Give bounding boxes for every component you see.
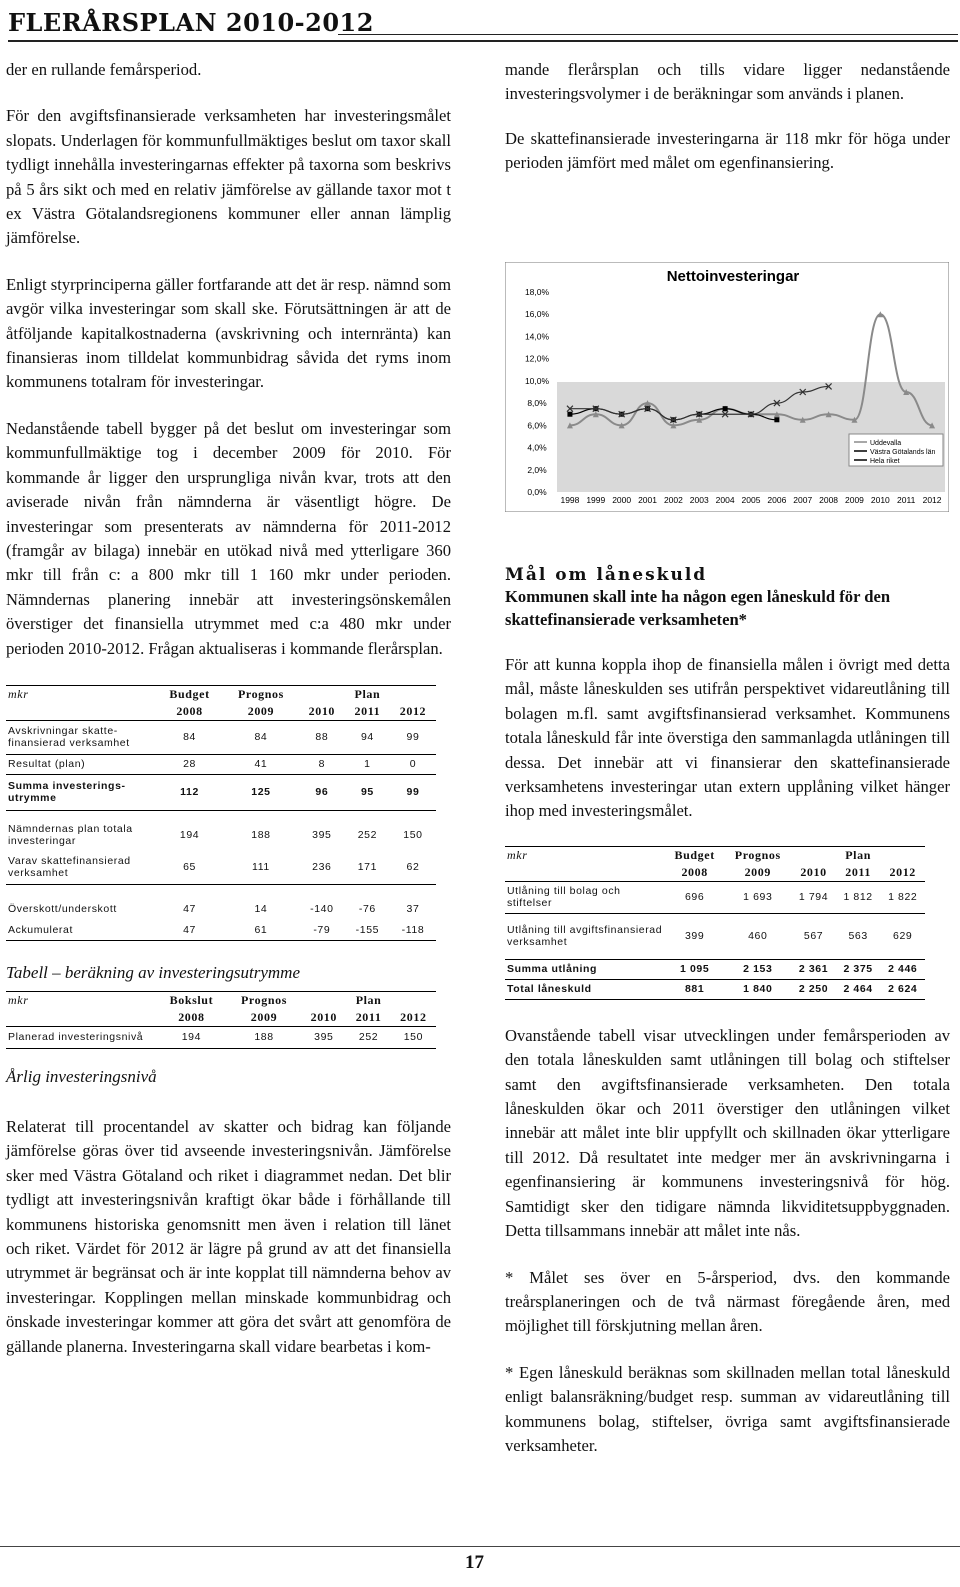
- year-header: 2011: [345, 703, 390, 721]
- column-header-budget: Budget: [156, 685, 223, 703]
- chart-legend: [849, 434, 943, 466]
- loan-debt-table: mkr Budget Prognos Plan 2008 2009 2010 2011 2012 Utlåning till bolag och stiftelser 696 1 693 1 794 1 812 1 822 Utlåning till avgiftsfinansierad verksamhet 399 460 567 563 629 Summa utlåning 1 095 2 153 2 361 2 375 2 446 Total låneskuld 881 1 840 2 250 2 464 2 624: [505, 846, 925, 1000]
- data-point: [774, 417, 779, 422]
- x-tick-label: 2002: [663, 495, 683, 505]
- x-tick-label: 1998: [560, 495, 580, 505]
- right-column: [505, 58, 950, 176]
- paragraph: Relaterat till procentandel av skatter och bidrag kan följande jämförelse göras över tid avseende investeringsnivån. Jämförelse sker med Västra Götaland och riket i diagrammet nedan. Det blir tydligt att investeringsnivån kraftigt ökar både i förhållande till kommunens historiska genomsnitt men även i relation till länet och riket. Värdet för 2012 är lägre på grund av att det finansiella utrymmet är begränsat och är inte kopplat till nämnderna behov av investeringar. Kopplingen mellan minskade kommunbidrag och önskade investeringar kommer att göra det svårt att genomföra de gällande planerna. Investeringarna skall vidare bearbetas i kom-: [6, 1116, 451, 1356]
- section-heading: Mål om låneskuld: [505, 565, 708, 585]
- y-tick-label: 14,0%: [524, 331, 550, 342]
- y-tick-label: 4,0%: [527, 442, 547, 453]
- investment-capacity-table: [6, 685, 436, 941]
- table-row: Överskott/underskott 47 14 -140 -76 37: [6, 884, 436, 920]
- table-row: Utlåning till bolag och stiftelser 696 1 693 1 794 1 812 1 822: [505, 881, 925, 913]
- paragraph: mande flerårsplan och tills vidare ligger nedanstående investeringsvolymer i de beräkningar som används i planen.: [505, 60, 950, 104]
- footnote: * Målet ses över en 5-årsperiod, dvs. den kommande treårsplaneringen och de två närmast föregående åren, med möjlighet till förskjutning mellan åren.: [505, 1267, 950, 1336]
- right-column-lower: [505, 565, 950, 1458]
- paragraph: Enligt styrprinciperna gäller fortfarande att det är resp. nämnd som avgör vilka investeringar som skall ske. Förutsättningen är att de åtföljande kapitalkostnaderna (avskrivning och internränta) kan finansieras inom tilldelat kommunbidrag såvida det ryms inom kommunens totalram för investeringar.: [6, 274, 451, 392]
- table-unit-label: mkr: [6, 685, 156, 703]
- page-header: [8, 6, 958, 42]
- table-caption: Årlig investeringsnivå: [6, 1066, 157, 1086]
- section-subheading: Kommunen skall inte ha någon egen låneskuld för den skattefinansierade verksamheten*: [505, 587, 891, 629]
- chart-svg: [505, 262, 949, 512]
- column-header-prognos: Prognos: [223, 685, 299, 703]
- table-caption: Tabell – beräkning av investeringsutrymme: [6, 962, 300, 982]
- legend-label: Hela riket: [870, 458, 900, 465]
- x-tick-label: 2000: [612, 495, 632, 505]
- table-row: Ackumulerat 47 61 -79 -155 -118: [6, 920, 436, 940]
- column-header-bokslut: Bokslut: [156, 991, 227, 1009]
- y-tick-label: 10,0%: [524, 375, 550, 386]
- legend-label: Västra Götalands län: [870, 449, 936, 456]
- data-point: [567, 412, 572, 417]
- table-row: Summa utlåning 1 095 2 153 2 361 2 375 2 446: [505, 959, 925, 979]
- y-tick-label: 2,0%: [527, 464, 547, 475]
- column-header-plan: Plan: [346, 991, 390, 1009]
- paragraph: Ovanstående tabell visar utvecklingen under femårsperioden av den totala låneskulden samt utlåningen till bolag och stiftelser samt den avgiftsfinansierade verksamheten. Den totala låneskulden ökar och 2011 överstiger den utlåningen vilket innebär att målet inte blir uppfyllt och skillnaden ökar ytterligare till 2012. Då resultatet inte medger mer än avskrivningarna i egenfinansiering är kommunens investeringsnivå för hög. Samtidigt sker den tidigare nämnda likviditetsuppbyggnaden. Detta tillsammans innebär att målet inte nås.: [505, 1025, 950, 1241]
- header-rule: [338, 34, 958, 35]
- footer-rule: [0, 1546, 960, 1547]
- paragraph: der en rullande femårsperiod.: [6, 60, 202, 79]
- x-tick-label: 2009: [845, 495, 864, 505]
- year-header: 2009: [223, 703, 299, 721]
- x-axis-ticks: [560, 495, 941, 505]
- table-row: Planerad investeringsnivå 194 188 395 252 150: [6, 1026, 436, 1048]
- chart-title: Nettoinvesteringar: [666, 268, 800, 285]
- y-tick-label: 0,0%: [527, 487, 547, 497]
- y-tick-label: 18,0%: [524, 287, 550, 297]
- column-header-plan: Plan: [345, 685, 390, 703]
- x-tick-label: 2006: [767, 495, 787, 505]
- header-rule-bottom: [8, 40, 958, 42]
- table-row: Nämndernas plan totala investeringar 194 188 395 252 150: [8, 823, 423, 848]
- x-tick-label: 1999: [586, 495, 606, 505]
- table-row: Varav skattefinansierad verksamhet 65 111 236 171 62: [8, 855, 420, 880]
- paragraph: De skattefinansierade investeringarna är 118 mkr för höga under perioden jämfört med målet om egenfinansiering.: [505, 128, 950, 173]
- y-tick-label: 8,0%: [527, 398, 547, 409]
- y-tick-label: 6,0%: [527, 420, 547, 431]
- table-row: Summa investerings-utrymme 112 125 96 95 99: [6, 774, 436, 810]
- year-header: 2008: [156, 703, 223, 721]
- left-column: [6, 58, 451, 1359]
- x-tick-label: 2007: [793, 495, 813, 505]
- column-header-prognos: Prognos: [227, 991, 301, 1009]
- table-row: Total låneskuld 881 1 840 2 250 2 464 2 624: [505, 979, 925, 999]
- year-header: 2012: [390, 703, 436, 721]
- x-tick-label: 2012: [922, 495, 942, 505]
- table-row: Resultat (plan) 28 41 8 1 0: [6, 754, 436, 774]
- paragraph: För den avgiftsfinansierade verksamheten har investeringsmålet slopats. Underlagen för kommunfullmäktiges beslut om taxor skall tydligt innehålla investeringarnas effekter på taxorna som beskrivs på 5 års sikt och med en relativ jämförelse av gällande taxor mot t ex Västra Götalandsregionens kommuner eller annan lämplig jämförelse.: [6, 106, 451, 248]
- y-tick-label: 16,0%: [524, 309, 550, 320]
- x-tick-label: 2001: [638, 495, 657, 505]
- net-investment-chart: [505, 262, 949, 512]
- x-tick-label: 2005: [741, 495, 761, 505]
- investment-level-table: mkr Bokslut Prognos Plan 2008 2009 2010 2011 2012 Planerad investeringsnivå 194 188 395 252 150: [6, 991, 436, 1049]
- page-number: 17: [465, 1552, 484, 1573]
- table-row: Utlåning till avgiftsfinansierad verksamhet 399 460 567 563 629: [505, 913, 925, 959]
- paragraph: För att kunna koppla ihop de finansiella målen i övrigt med detta mål, måste låneskulden ses utifrån perspektivet vidareutlåning till bolagen m.fl. samt avgiftsfinansierad verksamhet. Kommunens totala låneskuld får inte överstiga den sammanlagda utlåningen till dessa. Det innebär att vi finansierar den skattefinansierade verksamhetens investeringar utan extern upplåning vilket hänger ihop med investeringsmålet.: [505, 655, 950, 821]
- legend-label: Uddevalla: [870, 440, 902, 447]
- y-tick-label: 12,0%: [524, 353, 550, 364]
- x-tick-label: 2010: [870, 495, 890, 505]
- x-tick-label: 2008: [819, 495, 839, 505]
- data-point: [723, 406, 728, 411]
- year-header: 2010: [299, 703, 345, 721]
- table-row: Avskrivningar skatte-finansierad verksamhet 84 84 88 94 99: [6, 720, 436, 754]
- footnote: * Egen låneskuld beräknas som skillnaden mellan total låneskuld enligt balansräkning/budget resp. summan av vidareutlåning till kommunens bolag, stiftelser, övriga samt avgiftsfinansierade verksamheter.: [505, 1362, 950, 1455]
- document-title: FLERÅRSPLAN 2010-2012: [8, 8, 374, 37]
- paragraph: Nedanstående tabell bygger på det beslut om investeringar som kommunfullmäktige tog i december 2009 för 2010. För kommande år ligger den ursprungliga nivån kvar, trots att den aviserade nivån från nämnderna är väsentligt högre. De investeringar som presenterats av nämnderna för 2011-2012 (framgår av bilaga) innebär en utökad nivå med ytterligare 360 mkr till från c: a 800 mkr till 1 160 mkr under perioden. Nämndernas planering innebär att investeringsönskemålen överstiger det finansiella utrymmet med c:a 480 mkr under perioden 2010-2012. Frågan aktualiseras i kommande flerårsplan.: [6, 418, 451, 658]
- x-tick-label: 2004: [715, 495, 735, 505]
- x-tick-label: 2003: [689, 495, 709, 505]
- x-tick-label: 2011: [897, 495, 916, 505]
